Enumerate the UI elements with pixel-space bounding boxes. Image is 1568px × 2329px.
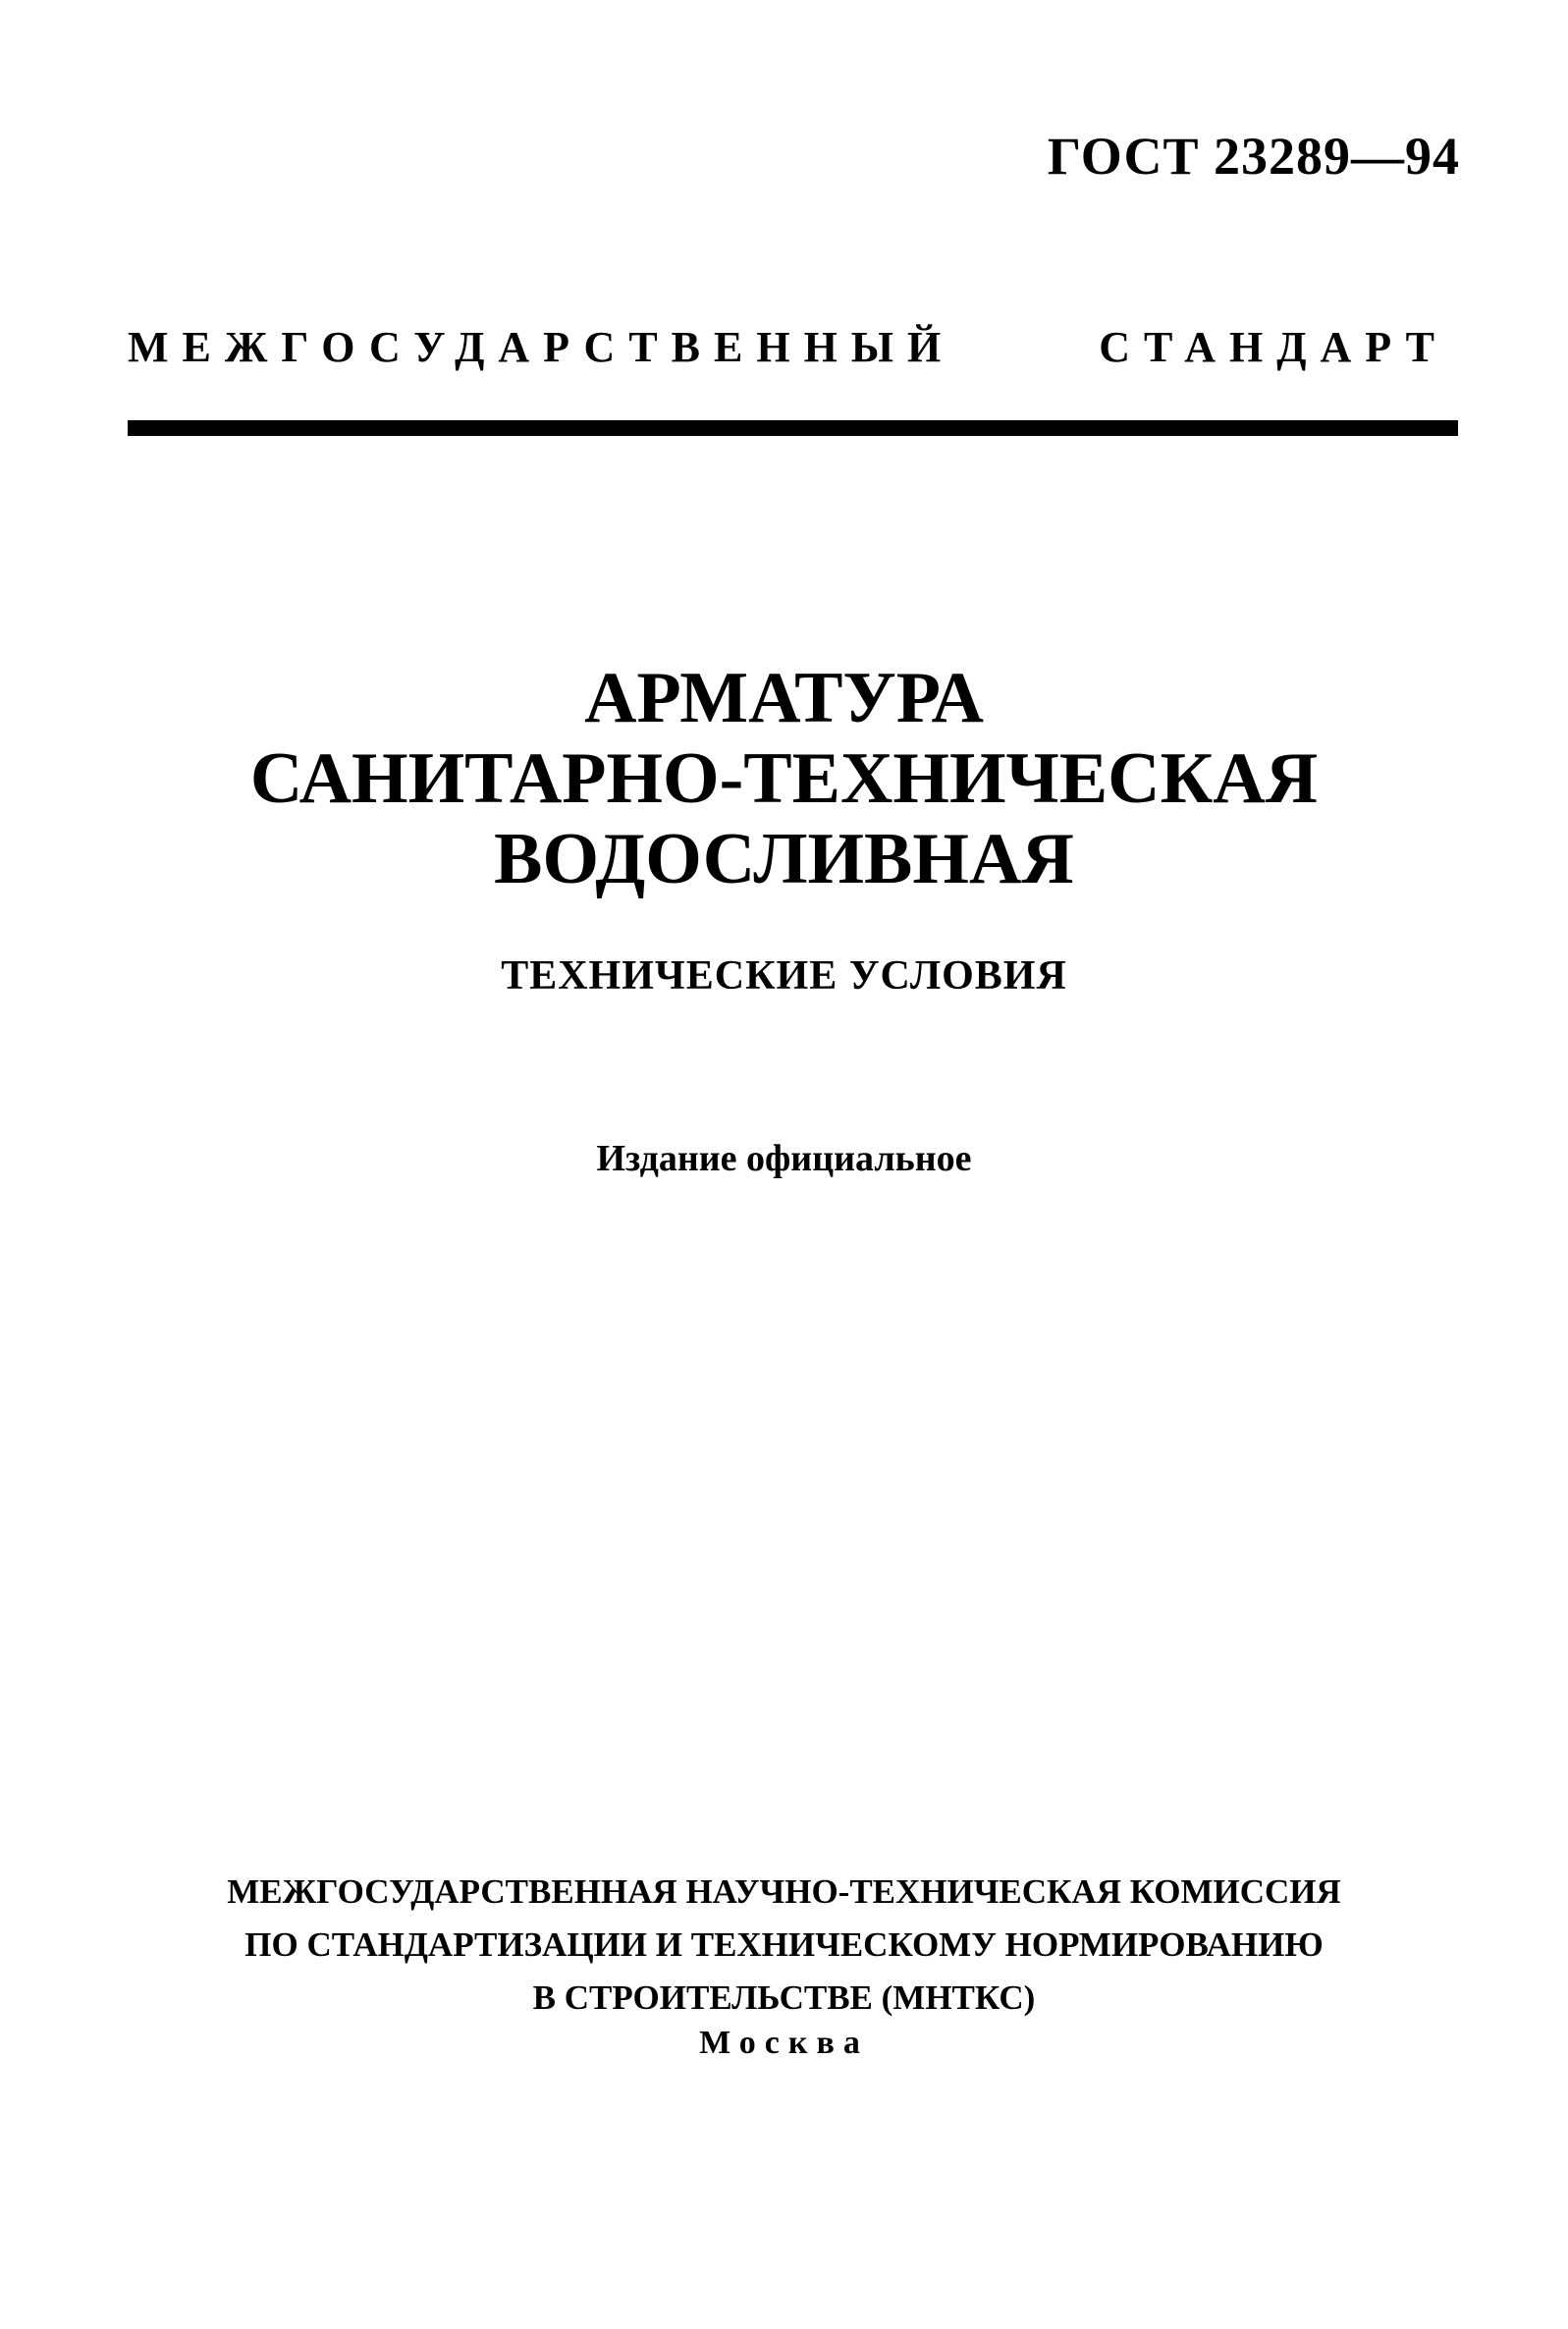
- document-title: [0, 658, 1568, 899]
- horizontal-rule: [128, 420, 1458, 436]
- publisher-line: МЕЖГОСУДАРСТВЕННАЯ НАУЧНО-ТЕХНИЧЕСКАЯ КОМИССИЯ: [227, 1872, 1341, 1911]
- publication-city: Москва: [699, 2025, 869, 2061]
- document-subtitle: ТЕХНИЧЕСКИЕ УСЛОВИЯ: [501, 953, 1067, 999]
- publisher-line: ПО СТАНДАРТИЗАЦИИ И ТЕХНИЧЕСКОМУ НОРМИРОВАНИЮ: [244, 1925, 1324, 1964]
- publisher-block: [0, 1866, 1568, 2025]
- publisher-line: В СТРОИТЕЛЬСТВЕ (МНТКС): [532, 1978, 1036, 2017]
- title-line: САНИТАРНО-ТЕХНИЧЕСКАЯ: [249, 738, 1319, 819]
- standard-type-heading: МЕЖГОСУДАРСТВЕННЫЙ СТАНДАРТ: [128, 323, 1448, 371]
- document-number: ГОСТ 23289—94: [1047, 127, 1460, 186]
- title-line: АРМАТУРА: [584, 658, 984, 738]
- edition-note: Издание официальное: [596, 1138, 972, 1179]
- title-line: ВОДОСЛИВНАЯ: [494, 819, 1074, 899]
